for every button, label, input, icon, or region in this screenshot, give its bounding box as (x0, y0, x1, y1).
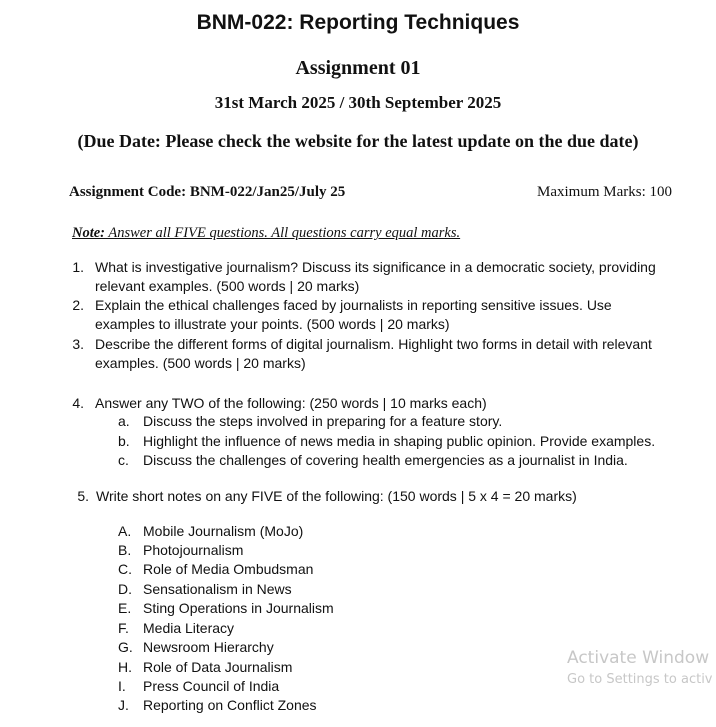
question-text-line2: examples. (500 words | 20 marks) (95, 355, 306, 371)
activate-windows-hint: Go to Settings to activ (567, 672, 713, 687)
item-text: Sting Operations in Journalism (143, 600, 334, 616)
q4-item-b (118, 433, 656, 449)
item-text: Media Literacy (143, 620, 235, 636)
question-text: Answer any TWO of the following: (250 words | 10 marks each) (95, 395, 487, 411)
question-text: Write short notes on any FIVE of the following: (150 words | 5 x 4 = 20 marks) (96, 488, 577, 504)
session-dates: 31st March 2025 / 30th September 2025 (214, 93, 502, 112)
item-label: a. (118, 413, 130, 429)
question-number: 1. (72, 259, 84, 275)
q5-item-e (118, 600, 334, 616)
q5-item-a (118, 523, 304, 539)
question-text-line1: Explain the ethical challenges faced by journalists in reporting sensitive issues. Use (95, 297, 612, 313)
item-text: Discuss the challenges of covering health emergencies as a journalist in India. (143, 452, 628, 468)
question-number: 5. (77, 488, 89, 504)
item-label: D. (118, 581, 132, 597)
question-text-line1: What is investigative journalism? Discuss its significance in a democratic society, providing (95, 259, 656, 275)
q5-item-d (118, 581, 292, 597)
item-label: b. (118, 433, 130, 449)
item-label: E. (118, 600, 132, 616)
item-text: Mobile Journalism (MoJo) (143, 523, 304, 539)
item-label: H. (118, 659, 132, 675)
q4-item-a (118, 413, 503, 429)
q4-item-c (118, 452, 628, 468)
assignment-heading: Assignment 01 (295, 57, 421, 79)
question-text-line2: relevant examples. (500 words | 20 marks) (95, 278, 360, 294)
question-number: 3. (72, 336, 84, 352)
q5-item-f (118, 620, 235, 636)
note-label: Note: (72, 225, 106, 241)
question-text-line2: examples to illustrate your points. (500 words | 20 marks) (95, 316, 450, 332)
question-number: 4. (72, 395, 84, 411)
item-text: Role of Media Ombudsman (143, 561, 314, 577)
activate-windows-watermark: Activate Window (567, 648, 710, 668)
item-text: Press Council of India (143, 678, 280, 694)
q5-item-g (118, 639, 274, 655)
item-label: J. (118, 697, 129, 713)
q5-item-c (118, 561, 314, 577)
q5-item-i (118, 678, 280, 694)
item-label: B. (118, 542, 132, 558)
item-label: c. (118, 452, 129, 468)
item-text: Newsroom Hierarchy (143, 639, 274, 655)
q5-item-j (118, 697, 317, 713)
item-label: G. (118, 639, 133, 655)
note-text: Answer all FIVE questions. All questions carry equal marks. (105, 225, 461, 241)
maximum-marks: Maximum Marks: 100 (537, 184, 672, 200)
item-text: Highlight the influence of news media in shaping public opinion. Provide examples. (143, 433, 656, 449)
item-text: Discuss the steps involved in preparing for a feature story. (143, 413, 503, 429)
item-label: A. (118, 523, 132, 539)
question-text-line1: Describe the different forms of digital journalism. Highlight two forms in detail with relevant (95, 336, 652, 352)
item-label: F. (118, 620, 129, 636)
question-number: 2. (72, 297, 84, 313)
q5-item-b (118, 542, 244, 558)
due-date-note: (Due Date: Please check the website for the latest update on the due date) (77, 131, 639, 151)
assignment-code: Assignment Code: BNM-022/Jan25/July 25 (69, 184, 346, 200)
item-label: I. (118, 678, 126, 694)
q5-item-h (118, 659, 293, 675)
item-label: C. (118, 561, 132, 577)
document-title: BNM-022: Reporting Techniques (196, 11, 520, 34)
item-text: Photojournalism (143, 542, 244, 558)
item-text: Sensationalism in News (143, 581, 292, 597)
item-text: Reporting on Conflict Zones (143, 697, 317, 713)
item-text: Role of Data Journalism (143, 659, 293, 675)
instructions-note (72, 225, 460, 242)
